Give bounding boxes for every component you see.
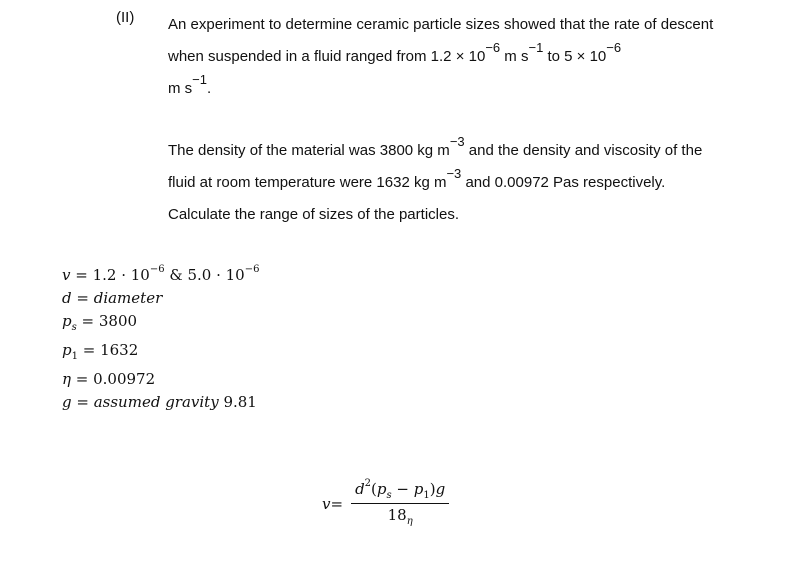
var-density-liquid: $p_1 = 1632$ (62, 341, 139, 362)
stokes-formula (322, 480, 449, 527)
question-label: (II) (116, 9, 135, 26)
formula-lhs: v (322, 494, 331, 513)
var-velocity: $v = 1.2 \cdot 10^{-6}$ & $5.0 \cdot 10^{-6}$ (62, 264, 260, 284)
question-text (168, 9, 728, 231)
var-density-solid: $p_s = 3800$ (62, 312, 138, 333)
question-paragraph-1: An experiment to determine ceramic particle sizes showed that the rate of descent when suspended in a fluid ranged from $1.2 \times 10^{-6}$ m $s^{-1}$ to $5 \times 10^{-6}$ m $s^{-1}$. (168, 16, 714, 97)
formula-fraction (351, 480, 449, 527)
formula-denominator: $18_\eta$ (387, 506, 413, 527)
var-diameter: d = diameter (62, 289, 163, 307)
question-paragraph-2: The density of the material was 3800 kg $m^{-3}$ and the density and viscosity of the fluid at room temperature were 1632 kg $m^{-3}$ and 0.00972 Pas respectively. Calculate the range of sizes of the particles. (168, 134, 703, 223)
var-viscosity: η = 0.00972 (62, 370, 156, 388)
formula-equals: = (330, 494, 344, 513)
var-gravity: g = assumed gravity 9.81 (62, 393, 257, 411)
variable-list (62, 264, 259, 414)
formula-numerator: $d^2(p_s - p_1)g$ (351, 480, 449, 504)
